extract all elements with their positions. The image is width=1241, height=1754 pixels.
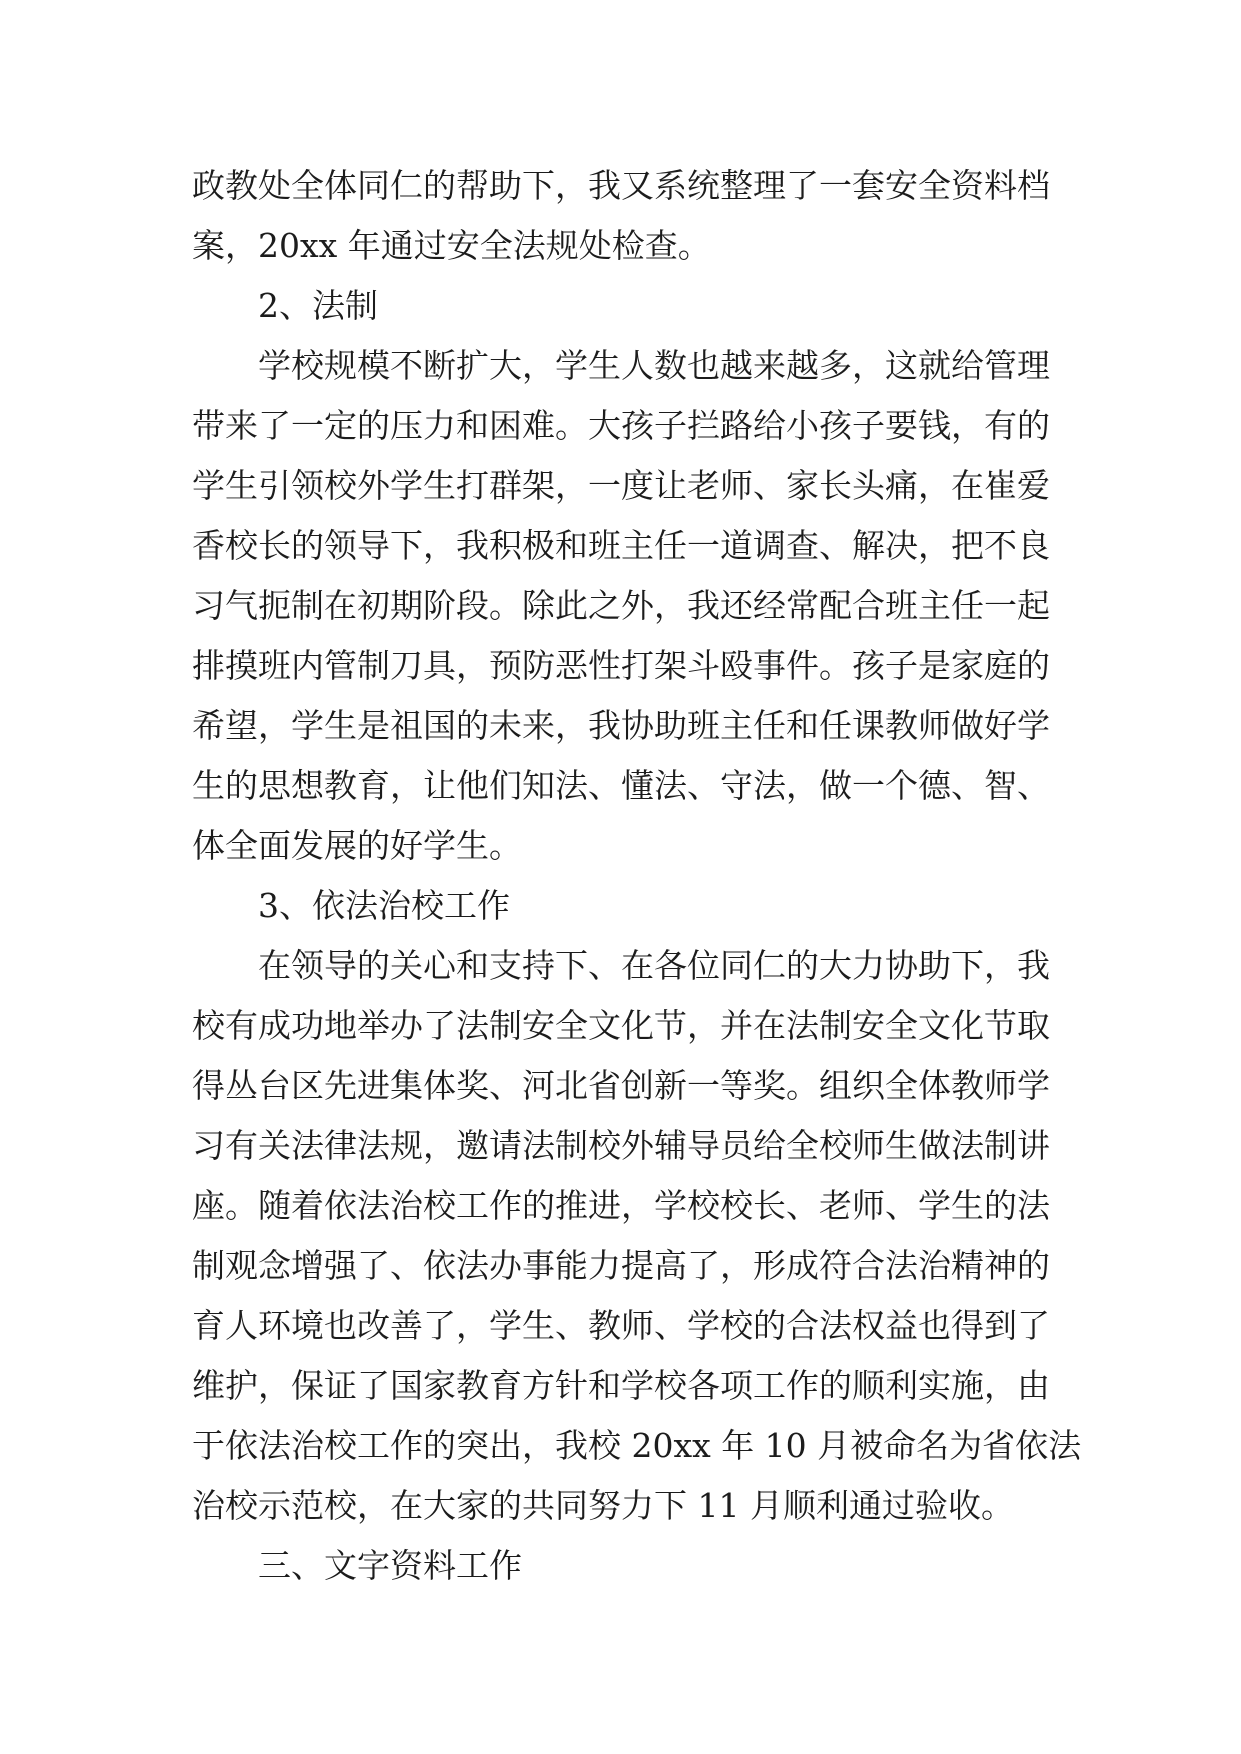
paragraph-rule-of-law [192, 936, 1152, 1536]
paragraph-line: 在领导的关心和支持下、在各位同仁的大力协助下，我 [258, 946, 1050, 985]
paragraph-continuation [192, 156, 1152, 276]
paragraph-line: 体全面发展的好学生。 [192, 826, 522, 865]
paragraph-line: 政教处全体同仁的帮助下，我又系统整理了一套安全资料档 [192, 166, 1050, 205]
paragraph-line: 学生引领校外学生打群架，一度让老师、家长头痛，在崔爱 [192, 466, 1050, 505]
paragraph-line: 治校示范校，在大家的共同努力下 11 月顺利通过验收。 [192, 1486, 1014, 1525]
paragraph-line: 希望，学生是祖国的未来，我协助班主任和任课教师做好学 [192, 706, 1050, 745]
paragraph-line: 习有关法律法规，邀请法制校外辅导员给全校师生做法制讲 [192, 1126, 1050, 1165]
paragraph-line: 带来了一定的压力和困难。大孩子拦路给小孩子要钱，有的 [192, 406, 1050, 445]
document-body [192, 156, 1152, 1596]
paragraph-legal-system [192, 336, 1152, 876]
paragraph-line: 座。随着依法治校工作的推进，学校校长、老师、学生的法 [192, 1186, 1050, 1225]
section-heading: 2、法制 [258, 286, 378, 325]
paragraph-line: 案，20xx 年通过安全法规处检查。 [192, 226, 711, 265]
section-heading-rule-of-law [192, 876, 1152, 936]
section-heading-legal-system [192, 276, 1152, 336]
paragraph-line: 校有成功地举办了法制安全文化节，并在法制安全文化节取 [192, 1006, 1050, 1045]
paragraph-line: 习气扼制在初期阶段。除此之外，我还经常配合班主任一起 [192, 586, 1050, 625]
section-heading: 3、依法治校工作 [258, 886, 510, 925]
paragraph-line: 得丛台区先进集体奖、河北省创新一等奖。组织全体教师学 [192, 1066, 1050, 1105]
paragraph-line: 维护，保证了国家教育方针和学校各项工作的顺利实施，由 [192, 1366, 1050, 1405]
paragraph-line: 于依法治校工作的突出，我校 20xx 年 10 月被命名为省依法 [192, 1426, 1082, 1465]
paragraph-line: 育人环境也改善了，学生、教师、学校的合法权益也得到了 [192, 1306, 1050, 1345]
section-heading: 三、文字资料工作 [258, 1546, 522, 1585]
paragraph-line: 学校规模不断扩大，学生人数也越来越多，这就给管理 [258, 346, 1050, 385]
section-heading-written-materials [192, 1536, 1152, 1596]
paragraph-line: 生的思想教育，让他们知法、懂法、守法，做一个德、智、 [192, 766, 1050, 805]
paragraph-line: 排摸班内管制刀具，预防恶性打架斗殴事件。孩子是家庭的 [192, 646, 1050, 685]
paragraph-line: 香校长的领导下，我积极和班主任一道调查、解决，把不良 [192, 526, 1050, 565]
paragraph-line: 制观念增强了、依法办事能力提高了，形成符合法治精神的 [192, 1246, 1050, 1285]
